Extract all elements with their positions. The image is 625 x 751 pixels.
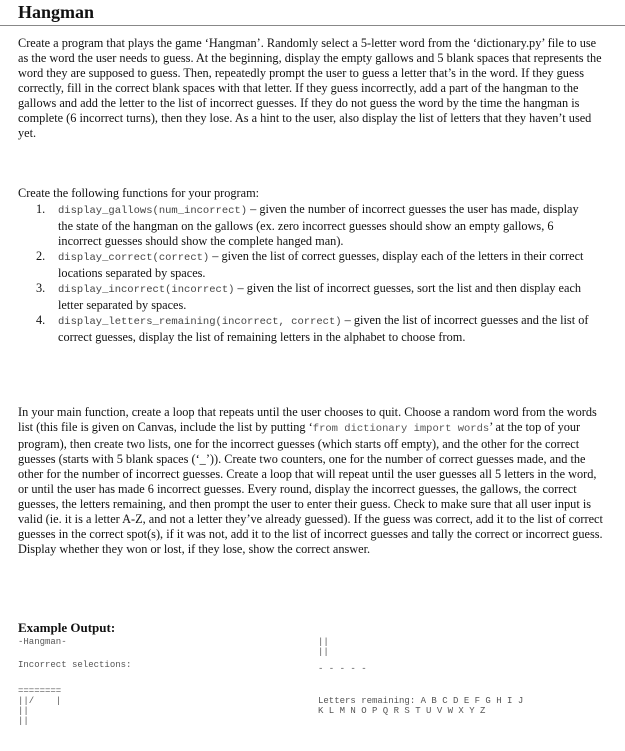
- function-description: – given the number of incorrect guesses the user has made, display the state of the hangman on the gallows (ex. zero incorrect guesses should show an empty gallows, 6 incorrect guesses should show the complete hanged man).: [58, 202, 579, 248]
- import-code: from dictionary import words: [312, 423, 490, 435]
- output-gallows: ======== ||/ | || ||: [18, 686, 62, 726]
- function-number: 4.: [36, 313, 46, 327]
- main-text-part-2: ’ at the top of your program), then create two lists, one for the incorrect guesses (which starts off empty), and the other for the correct guesses (starts with 5 blank spaces (‘_’)). Create two counters, one for the number of correct guesses made, and the other for the number of incorrect guesses. Create a loop that will repeat until the user guesses all 5 letters in the word, or until the user has made 6 incorrect guesses. Every round, display the incorrect guesses, the gallows, the correct guesses, the letters remaining, and then prompt the user to enter their guess. Check to make sure that all user input is valid (ie. it is a letter A-Z, and not a letter they’ve already guessed). If the guess was correct, add it to the list of correct guesses in the correct spot(s), if it was not, add it to the list of incorrect guesses and tally the correct or incorrect guess. Display whether they won or lost, if they lose, show the correct answer.: [18, 420, 603, 556]
- function-signature: display_letters_remaining(incorrect, correct): [58, 316, 342, 328]
- output-title: -Hangman-: [18, 637, 67, 647]
- function-number: 1.: [36, 202, 46, 216]
- function-signature: display_correct(correct): [58, 252, 210, 264]
- output-incorrect-label: Incorrect selections:: [18, 660, 132, 670]
- title-divider: [0, 25, 625, 26]
- functions-list: [36, 202, 596, 345]
- function-item: [36, 313, 596, 345]
- function-description: – given the list of correct guesses, display each of the letters in their correct locations separated by spaces.: [58, 249, 584, 280]
- function-signature: display_gallows(num_incorrect): [58, 205, 248, 217]
- function-number: 2.: [36, 249, 46, 263]
- function-description: – given the list of incorrect guesses, sort the list and then display each letter separated by spaces.: [58, 281, 582, 312]
- functions-intro: Create the following functions for your program:: [18, 186, 260, 200]
- function-item: [36, 249, 596, 281]
- function-item: [36, 281, 596, 313]
- function-number: 3.: [36, 281, 46, 295]
- main-function-paragraph: [18, 405, 608, 557]
- output-letters-remaining: Letters remaining: A B C D E F G H I J K L M N O P Q R S T U V W X Y Z: [318, 696, 524, 716]
- output-word-blanks: - - - - -: [318, 664, 367, 674]
- function-signature: display_incorrect(incorrect): [58, 284, 235, 296]
- output-gallows-bars: || ||: [318, 637, 329, 657]
- main-text-part-1: In your main function, create a loop that repeats until the user chooses to quit. Choose a random word from the words list (this file is given on Canvas, include the list by putting ‘: [18, 405, 597, 434]
- page-title: Hangman: [18, 2, 95, 22]
- intro-paragraph: Create a program that plays the game ‘Hangman’. Randomly select a 5-letter word from the ‘dictionary.py’ file to use as the word the user needs to guess. At the beginning, display the empty gallows and 5 blank spaces that represents the word they are supposed to guess. Then, repeatedly prompt the user to guess a letter that’s in the word. If they guess correctly, fill in the correct blank spaces with that letter. If they guess incorrectly, add a part of the hangman to the gallows and add the letter to the list of incorrect guesses. If they do not guess the word by the time the hangman is complete (6 incorrect turns), then they lose. As a hint to the user, also display the list of letters that they haven’t used yet.: [18, 36, 602, 140]
- example-output-heading: Example Output:: [18, 620, 116, 635]
- function-item: [36, 202, 596, 249]
- function-description: – given the list of incorrect guesses and the list of correct guesses, display the list of remaining letters in the alphabet to choose from.: [58, 313, 589, 344]
